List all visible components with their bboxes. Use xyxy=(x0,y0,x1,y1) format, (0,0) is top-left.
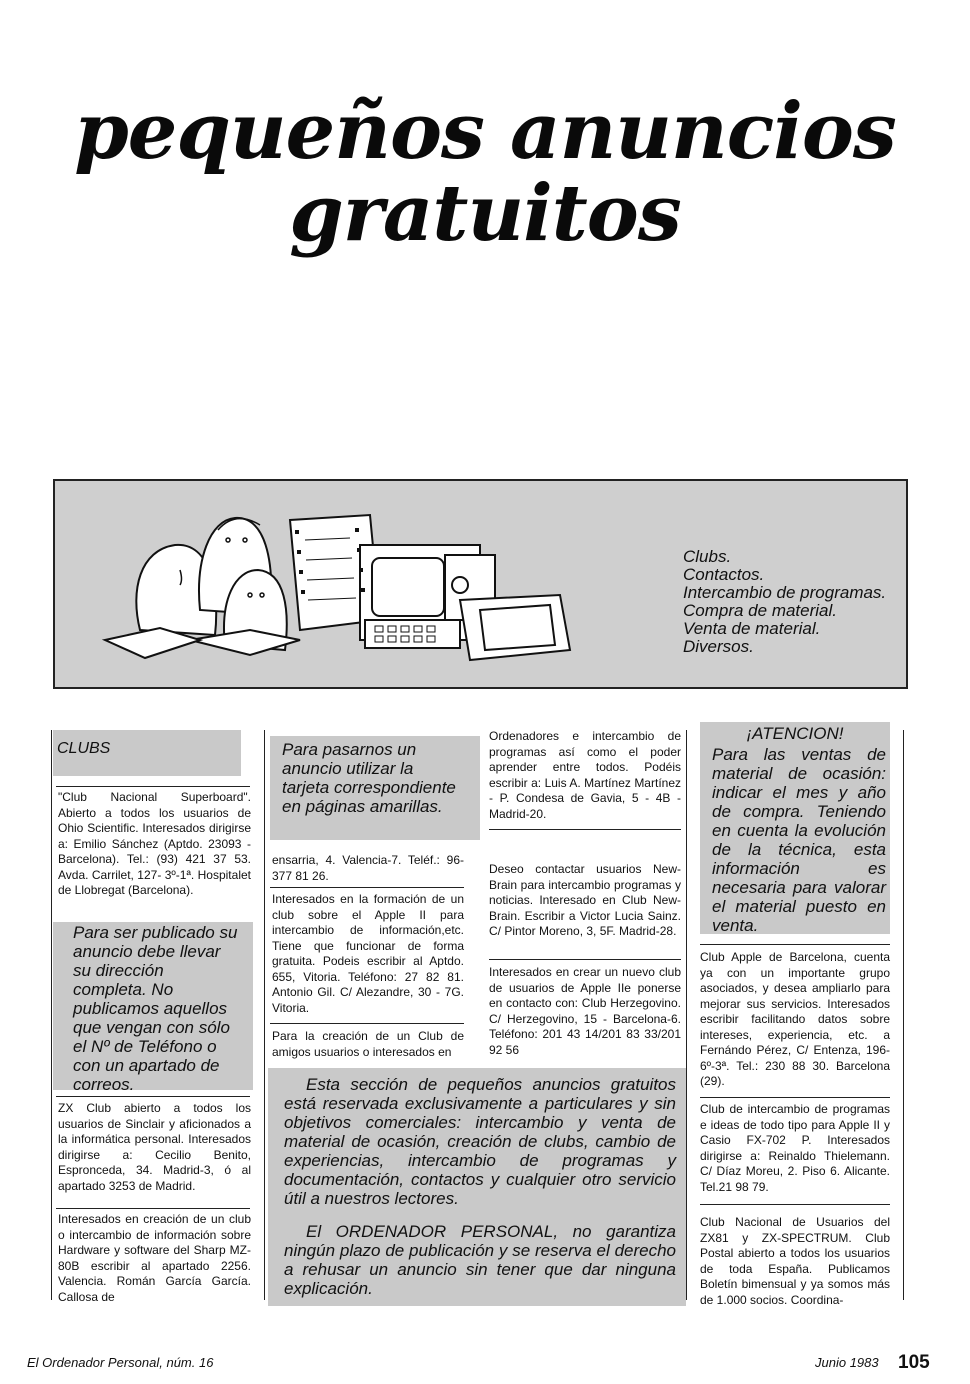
ad-zx-club: ZX Club abierto a todos los usuarios de Sinclair y aficionados a la informática personal. Interesados dirigirse a: Cecilio Benito, Espronceda, 34. Madrid-3, ó al apartado 3253 de Madrid. xyxy=(58,1101,251,1193)
banner-item: Diversos. xyxy=(683,637,754,656)
center-notice-p1: Esta sección de pequeños anuncios gratuitos está reservada exclusivamente a particulares y sin objetivos comerciales: intercambio y venta de material de ocasión, creación de clubs, cambio de experiencias, intercambio de programas y documentación, contactos y cualquier otro servicio útil a nuestros lectores. xyxy=(284,1075,676,1208)
ad-club-superboard: "Club Nacional Superboard". Abierto a todos los usuarios de Ohio Scientific. Interesados dirigirse a: Emilio Sánchez (Aptdo. 23093 - Barcelona). Tel.: (93) 421 37 53. Avda. Carrilet, 127- 3º-1ª. Hospitalet de Llobregat (Barcelona). xyxy=(58,790,251,897)
column-divider xyxy=(264,730,265,1300)
publish-notice: Para ser publicado su anuncio debe llevar su dirección completa. No publicamos aquellos que vengan con sólo el Nº de Teléfono o con un apartado de correos. xyxy=(53,922,253,1090)
divider xyxy=(56,786,250,787)
ad-continued: ensarria, 4. Valencia-7. Teléf.: 96-377 81 26. xyxy=(272,853,464,883)
footer-publication: El Ordenador Personal, núm. 16 xyxy=(27,1355,214,1370)
banner-item: Clubs. xyxy=(683,547,732,566)
banner-list xyxy=(683,548,893,656)
divider xyxy=(489,959,681,960)
divider xyxy=(270,887,464,888)
ad-sharp-club: Interesados en creación de un club o intercambio de información sobre Hardware y software del Sharp MZ-80B escribir al apartado 2256. Valencia. Román García García. Callosa de xyxy=(58,1212,251,1304)
attention-text: Para las ventas de material de ocasión: indicar el mes y año de compra. Teniendo en cuenta la evolución de la técnica, esta información es necesaria para valorar el material puesto en venta. xyxy=(712,745,886,935)
divider xyxy=(56,1096,250,1097)
page-number: 105 xyxy=(898,1352,930,1373)
banner-item: Venta de material. xyxy=(683,619,821,638)
ad-casio-club: Club de intercambio de programas e ideas de todo tipo para Apple II y Casio FX-702 P. Interesados dirigirse a: Reinaldo Thielemann. C/ Díaz Moreu, 2. Piso 6. Alicante. Tel.21 98 79. xyxy=(700,1102,890,1194)
ad-continued-2: Ordenadores e intercambio de programas así como el poder aprender entre todos. Podéis escribir a: Luis A. Martínez Martínez - P. Condesa de Gavia, 5 - 4B - Madrid-20. xyxy=(489,729,681,821)
attention-title: ¡ATENCION! xyxy=(746,724,844,743)
ad-newbrain: Deseo contactar usuarios New-Brain para intercambio programas y noticias. Interesado en Club New-Brain. Escribir a Victor Lucia Sainz. C/ Pintor Moreno, 3, 5F. Madrid-28. xyxy=(489,862,681,938)
center-notice-p2: El ORDENADOR PERSONAL, no garantiza ningún plazo de publicación y se reserva el derecho a rehusar un anuncio sin tener que dar ninguna explicación. xyxy=(284,1222,676,1298)
divider xyxy=(56,1208,250,1209)
divider xyxy=(700,1097,890,1098)
banner-item: Compra de material. xyxy=(683,601,838,620)
ad-zx-spectrum-club: Club Nacional de Usuarios del ZX81 y ZX-SPECTRUM. Club Postal abierto a todos los usuarios de toda España. Publicamos Boletín bimensual y ya somos más de 1.000 socios. Coordina- xyxy=(700,1215,890,1307)
ad-friends-club: Para la creación de un Club de amigos usuarios o interesados en xyxy=(272,1029,464,1059)
column-divider xyxy=(51,730,52,1300)
banner-item: Intercambio de programas. xyxy=(683,583,887,602)
submit-notice: Para pasarnos un anuncio utilizar la tarjeta correspondiente en páginas amarillas. xyxy=(270,736,480,840)
title-line-2: gratuitos xyxy=(289,168,681,259)
divider xyxy=(700,1204,890,1205)
divider xyxy=(489,829,681,830)
banner-illustration xyxy=(100,500,590,680)
banner-item: Contactos. xyxy=(683,565,765,584)
center-notice xyxy=(284,1075,676,1298)
ad-club-herzegovino: Interesados en crear un nuevo club de usuarios de Apple IIe ponerse en contacto con: Club Herzegovino. C/ Herzegovino, 15 - Barcelona-6. Teléfono: 201 43 14/201 83 33/201 92 56 xyxy=(489,965,681,1057)
section-header: CLUBS xyxy=(57,740,111,757)
ad-apple-barcelona: Club Apple de Barcelona, cuenta ya con un importante grupo asociados, y desea ampliarlo para mejorar sus servicios. Interesados escribir facilitando datos sobre intereses, experiencia, etc. a Fernándo Pérez, C/ Entenza, 196-6º-3ª. Tel.: 230 88 30. Barcelona (29). xyxy=(700,950,890,1088)
ad-apple-club-vitoria: Interesados en la formación de un club sobre el Apple II para intercambio de información,etc. Tiene que funcionar de forma gratuita. Podeis escribir al Aptdo. 655, Vitoria. Teléfono: 27 82 81. Antonio Gil. C/ Alezandre, 30 - 7G. Vitoria. xyxy=(272,892,464,1015)
column-divider xyxy=(903,730,904,1300)
title-line-1: pequeños anuncios xyxy=(74,86,896,177)
column-divider xyxy=(686,730,687,1300)
footer-date: Junio 1983 xyxy=(815,1355,879,1370)
section-header-box xyxy=(53,730,241,776)
divider xyxy=(270,1023,464,1024)
divider xyxy=(700,944,890,945)
